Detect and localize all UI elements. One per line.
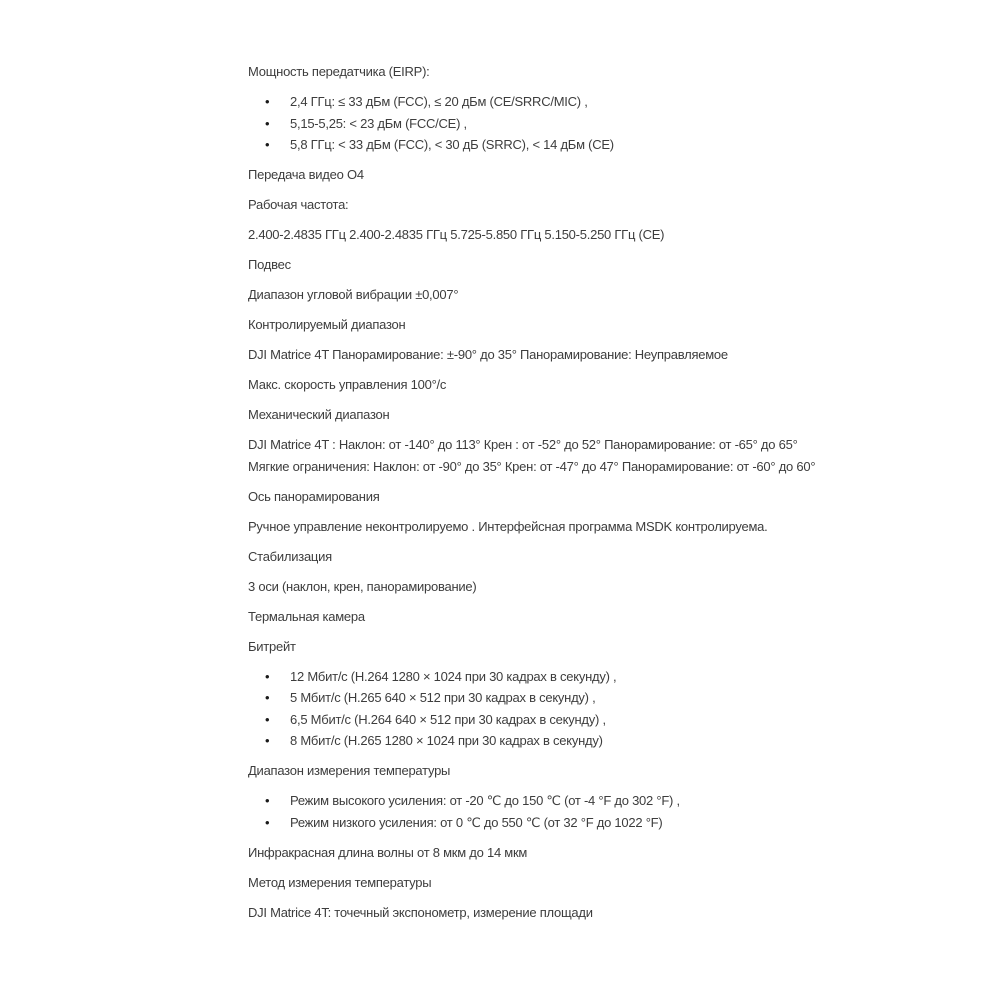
list-item <box>248 91 868 113</box>
paragraph <box>248 61 868 83</box>
paragraph <box>248 636 868 658</box>
bullet-icon: • <box>265 668 270 684</box>
paragraph <box>248 606 868 628</box>
bullet-icon: • <box>265 711 270 727</box>
list-item <box>248 113 868 135</box>
paragraph-line: Механический диапазон <box>248 407 390 422</box>
list-item-text: Режим высокого усиления: от -20 ℃ до 150 ℃ (от -4 °F до 302 °F) , <box>290 793 680 808</box>
bullet-icon: • <box>265 793 270 808</box>
paragraph-line: DJI Matrice 4T Панорамирование: ±-90° до 35° Панорамирование: Неуправляемое <box>248 347 728 362</box>
list-item-text: 5,15-5,25: < 23 дБм (FCC/CE) , <box>290 115 467 131</box>
paragraph <box>248 546 868 568</box>
bullet-list <box>248 91 868 156</box>
paragraph-line: Ось панорамирования <box>248 488 380 504</box>
paragraph-line: Рабочая частота: <box>248 197 349 212</box>
paragraph-line: Передача видео O4 <box>248 167 364 182</box>
list-item-text: 6,5 Мбит/с (H.264 640 × 512 при 30 кадрах в секунду) , <box>290 711 606 727</box>
list-item <box>248 790 868 812</box>
list-item-text: 5,8 ГГц: < 33 дБм (FCC), < 30 дБ (SRRC), < 14 дБм (CE) <box>290 137 614 152</box>
list-item-text: 8 Мбит/с (H.265 1280 × 1024 при 30 кадрах в секунду) <box>290 733 603 748</box>
list-item-text: 12 Мбит/с (H.264 1280 × 1024 при 30 кадрах в секунду) , <box>290 668 617 684</box>
list-item <box>248 730 868 752</box>
list-item <box>248 709 868 731</box>
paragraph <box>248 486 868 508</box>
paragraph <box>248 434 868 477</box>
paragraph <box>248 760 868 782</box>
paragraph-line: Мощность передатчика (EIRP): <box>248 64 430 79</box>
paragraph-line: Термальная камера <box>248 608 365 624</box>
paragraph-line: Подвес <box>248 257 291 272</box>
paragraph <box>248 576 868 598</box>
paragraph <box>248 902 868 924</box>
paragraph <box>248 254 868 276</box>
paragraph-line: Стабилизация <box>248 548 332 564</box>
paragraph <box>248 872 868 894</box>
paragraph-line: Битрейт <box>248 638 296 654</box>
bullet-icon: • <box>265 137 270 152</box>
paragraph <box>248 344 868 366</box>
list-item <box>248 134 868 156</box>
paragraph-line: Мягкие ограничения: Наклон: от -90° до 35° Крен: от -47° до 47° Панорамирование: от -60° до 60° <box>248 458 816 474</box>
list-item-text: 5 Мбит/с (H.265 640 × 512 при 30 кадрах в секунду) , <box>290 690 596 705</box>
paragraph <box>248 404 868 426</box>
paragraph-line: 2.400-2.4835 ГГц 2.400-2.4835 ГГц 5.725-5.850 ГГц 5.150-5.250 ГГц (CE) <box>248 227 665 242</box>
paragraph-line: 3 оси (наклон, крен, панорамирование) <box>248 578 477 594</box>
paragraph <box>248 284 868 306</box>
list-item-text: 2,4 ГГц: ≤ 33 дБм (FCC), ≤ 20 дБм (CE/SRRC/MIC) , <box>290 94 588 109</box>
bullet-icon: • <box>265 94 270 109</box>
document-content <box>248 61 868 932</box>
bullet-icon: • <box>265 690 270 705</box>
paragraph-line: Макс. скорость управления 100°/с <box>248 377 447 392</box>
paragraph-line: Диапазон измерения температуры <box>248 763 451 778</box>
bullet-icon: • <box>265 733 270 748</box>
paragraph-line: Ручное управление неконтролируемо . Интерфейсная программа MSDK контролируема. <box>248 518 768 534</box>
paragraph <box>248 516 868 538</box>
paragraph <box>248 374 868 396</box>
paragraph-line: Диапазон угловой вибрации ±0,007° <box>248 287 459 302</box>
list-item-text: Режим низкого усиления: от 0 ℃ до 550 ℃ (от 32 °F до 1022 °F) <box>290 814 663 830</box>
paragraph <box>248 314 868 336</box>
list-item <box>248 812 868 834</box>
bullet-icon: • <box>265 814 270 830</box>
bullet-list <box>248 666 868 752</box>
paragraph <box>248 164 868 186</box>
paragraph <box>248 194 868 216</box>
list-item <box>248 666 868 688</box>
paragraph-line: DJI Matrice 4T: точечный экспонометр, измерение площади <box>248 904 593 920</box>
paragraph-line: Метод измерения температуры <box>248 874 432 890</box>
paragraph-line: Инфракрасная длина волны от 8 мкм до 14 мкм <box>248 844 528 860</box>
bullet-list <box>248 790 868 833</box>
paragraph-line: Контролируемый диапазон <box>248 317 406 332</box>
paragraph <box>248 842 868 864</box>
bullet-icon: • <box>265 115 270 131</box>
paragraph-line: DJI Matrice 4T : Наклон: от -140° до 113° Крен : от -52° до 52° Панорамирование: от -65° до 65° <box>248 437 798 452</box>
list-item <box>248 687 868 709</box>
paragraph <box>248 224 868 246</box>
